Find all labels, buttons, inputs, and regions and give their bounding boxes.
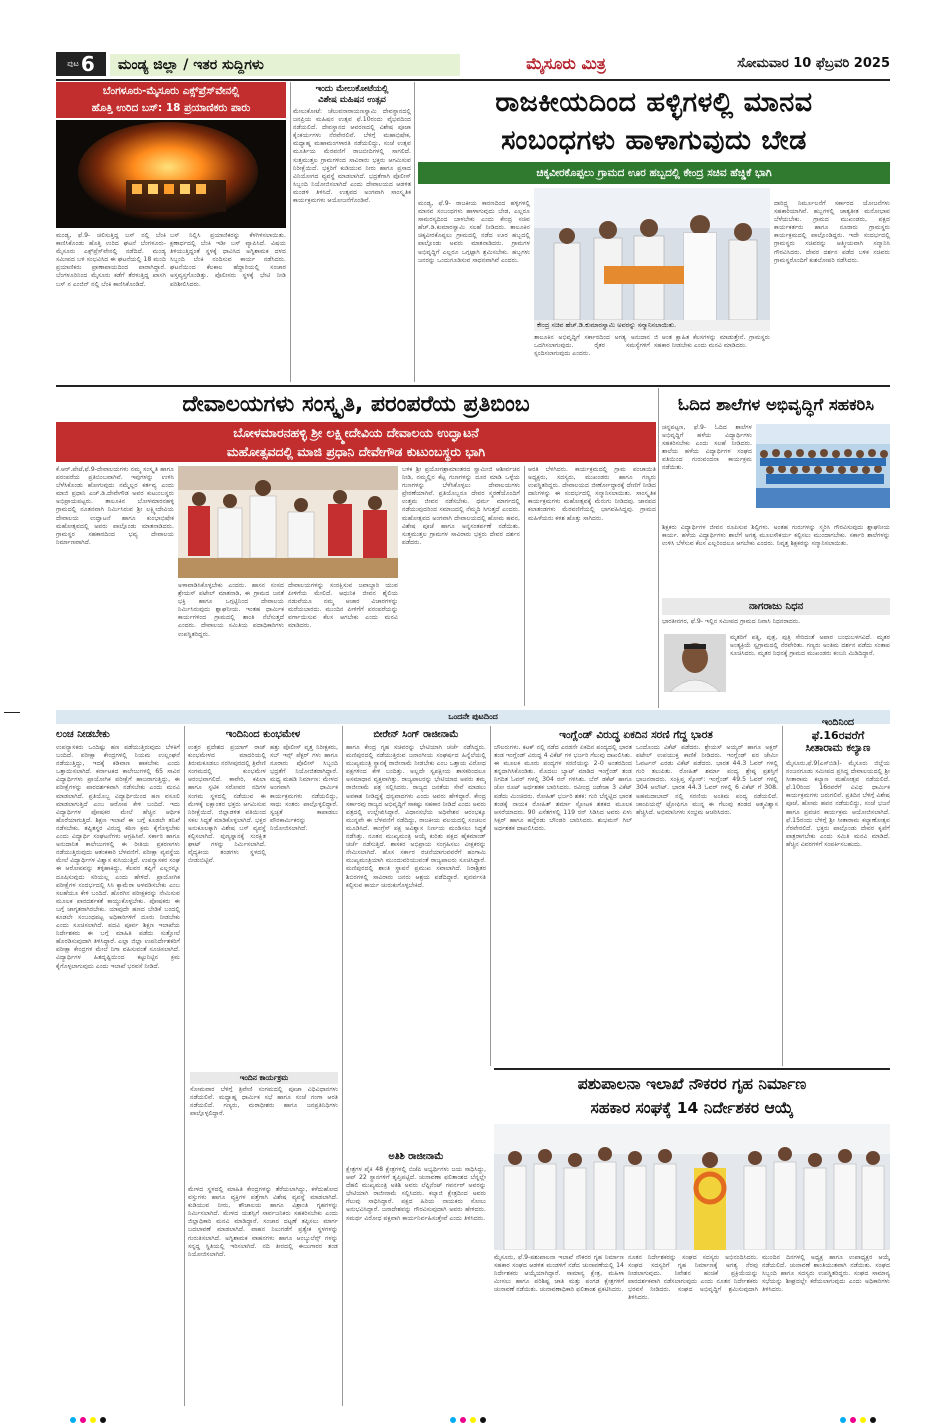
row-rule-1 — [56, 385, 890, 387]
sitarama-headline — [786, 716, 890, 755]
temple-body-col5: ಆರತಿ ಬೆಳಗಿದರು. ಕಾರ್ಯಕ್ರಮದಲ್ಲಿ ಗ್ರಾಮ ಪಂಚಾಯಿತಿ ಅಧ್ಯಕ್ಷರು, ಸದಸ್ಯರು, ಮುಖಂಡರು ಹಾಗೂ ಗಣ್ಯರು ಉಪಸ್ಥಿತರಿದ್ದರು. ದೇವಾಲಯದ ಜೀರ್ಣೋದ್ಧಾರಕ್ಕೆ ದೇಣಿಗೆ ನೀಡಿದ ದಾನಿಗಳನ್ನು ಈ ಸಂದರ್ಭದಲ್ಲಿ ಸನ್ಮಾನಿಸಲಾಯಿತು. ಸಾಂಸ್ಕೃತಿಕ ಕಾರ್ಯಕ್ರಮಗಳು ಮಹೋತ್ಸವಕ್ಕೆ ಮೆರುಗು ನೀಡಿದವು. ಜಾನಪದ ಕಲಾತಂಡಗಳು ಮೆರವಣಿಗೆಯಲ್ಲಿ ಭಾಗವಹಿಸಿದ್ದವು. ಗ್ರಾಮದ ಮಹಿಳೆಯರು ಕಳಶ ಹೊತ್ತು ಸಾಗಿದರು. — [528, 466, 656, 522]
crop-mark — [4, 712, 20, 713]
sitarama-line1: ಇಂದಿನಿಂದ — [821, 717, 855, 728]
sitarama-body: ಮೈಸೂರು,ಫೆ.9(ಎಸ್‌ಬಿಡಿ)- ಮೈಸೂರು ಜಿಲ್ಲೆಯ ನಂಜನಗೂಡು ಸಮೀಪದ ಪ್ರಸಿದ್ಧ ದೇವಾಲಯದಲ್ಲಿ ಶ್ರೀ ಸೀತಾರಾಮ ಕಲ್ಯಾಣ ಮಹೋತ್ಸವ ನಡೆಯಲಿದೆ. ಫೆ.10ರಿಂದ 16ರವರೆಗೆ ವಿವಿಧ ಧಾರ್ಮಿಕ ಕಾರ್ಯಕ್ರಮಗಳು ಜರುಗಲಿವೆ. ಪ್ರತಿದಿನ ಬೆಳಿಗ್ಗೆ ವಿಶೇಷ ಪೂಜೆ, ಹೋಮ ಹವನ ನಡೆಯಲಿದ್ದು, ಸಂಜೆ ಭಜನೆ ಹಾಗೂ ಪ್ರವಚನ ಕಾರ್ಯಕ್ರಮ ಆಯೋಜಿಸಲಾಗಿದೆ. ಫೆ.15ರಂದು ಬೆಳಿಗ್ಗೆ ಶ್ರೀ ಸೀತಾರಾಮ ಕಲ್ಯಾಣೋತ್ಸವ ನೆರವೇರಲಿದೆ. ಭಕ್ತರು ಪಾಲ್ಗೊಂಡು ದೇವರ ಕೃಪೆಗೆ ಪಾತ್ರರಾಗಬೇಕು ಎಂದು ಸಮಿತಿ ಮನವಿ ಮಾಡಿದೆ. ಹೆಚ್ಚಿನ ವಿವರಗಳಿಗೆ ಸಂಪರ್ಕಿಸಬಹುದು. — [786, 760, 890, 848]
england-body-col2: ಒಂದೊಂದು ವಿಕೆಟ್ ಪಡೆದರು. ಶ್ರೇಯಸ್ ಅಯ್ಯರ್ ಹಾಗೂ ಅಕ್ಷರ್ ಪಟೇಲ್ ಉಪಯುಕ್ತ ಕಾಣಿಕೆ ನೀಡಿದರು. ಇಂಗ್ಲೆಂಡ್ ಪರ ಜೇಮೀ ಓವರ್ಟನ್ ಎರಡು ವಿಕೆಟ್ ಪಡೆದರು. ಭಾರತ 44.3 ಓವರ್ ಗಳಲ್ಲಿ ಗುರಿ ತಲುಪಿತು. ರೋಹಿತ್ ಶರ್ಮಾ ಪಂದ್ಯ ಶ್ರೇಷ್ಠ ಪ್ರಶಸ್ತಿಗೆ ಭಾಜನರಾದರು. ಸಂಕ್ಷಿಪ್ತ ಸ್ಕೋರ್: ಇಂಗ್ಲೆಂಡ್ 49.5 ಓವರ್ ಗಳಲ್ಲಿ 304 ಆಲೌಟ್. ಭಾರತ 44.3 ಓವರ್ ಗಳಲ್ಲಿ 6 ವಿಕೆಟ್ ಗೆ 308. ಅಹಮದಾಬಾದ್ ನಲ್ಲಿ ಸರಣಿಯ ಅಂತಿಮ ಪಂದ್ಯ ನಡೆಯಲಿದೆ. ಚಾಂಪಿಯನ್ಸ್ ಟ್ರೋಫಿಗೂ ಮುನ್ನ ಈ ಗೆಲುವು ತಂಡದ ಆತ್ಮವಿಶ್ವಾಸ ಹೆಚ್ಚಿಸಿದೆ. ಅಭಿಮಾನಿಗಳು ಸಂಭ್ರಮ ಆಚರಿಸಿದರು. — [636, 744, 778, 816]
melukote-headline-line2: ವಿಶೇಷ ಮಹಿಷನ ಉತ್ಸವ — [318, 95, 386, 105]
temple-photo — [178, 466, 398, 578]
temple-subhead — [56, 422, 656, 462]
kumbhamela-body-col2: ಹತ್ತು ಪೊಲೀಸ್ ವೃತ್ತ ನಿರೀಕ್ಷಕರು, ಸಬ್ ಇನ್ಸ್ ಪೆಕ್ಟರ್ ಗಳು ಹಾಗೂ ನೂರಾರು ಪೊಲೀಸ್ ಸಿಬ್ಬಂದಿ ಭದ್ರತೆಗೆ ನಿಯೋಜಿತರಾಗಿದ್ದಾರೆ. ಮಧ್ಯ ಮಹಡಿ ನಿರ್ಮಾಣ: ಮೇಳದ ಅಂಗವಾಗಿ ಧಾರ್ಮಿಕ ಕಾರ್ಯಕ್ರಮಗಳು ನಡೆಯಲಿದ್ದು, ಸಾಧು ಸಂತರು ಪಾಲ್ಗೊಳ್ಳಲಿದ್ದಾರೆ. ಸ್ವಚ್ಛತೆ ಕಾಪಾಡಲು ಪೌರಕಾರ್ಮಿಕರನ್ನು ನಿಯೋಜಿಸಲಾಗಿದೆ. — [270, 744, 338, 832]
registration-dots-right — [840, 1408, 880, 1424]
politics-headline — [418, 84, 890, 160]
bus-fire-headline-line2: ಹೊತ್ತಿ ಉರಿದ ಬಸ್: 18 ಪ್ರಯಾಣಿಕರು ಪಾರು — [91, 102, 251, 114]
cooperative-headline — [494, 1072, 890, 1120]
melukote-body: ಮೇಲುಕೋಟೆ: ಚೆಲುವನಾರಾಯಣಸ್ವಾಮಿ ದೇವಸ್ಥಾನದಲ್ಲಿ ಜನಪ್ರಿಯ ಮಹಿಷನ ಉತ್ಸವ ಫೆ.10ರಂದು ವೈಭವದಿಂದ ನಡೆಯಲಿದೆ. ದೇವಸ್ಥಾನದ ಆವರಣದಲ್ಲಿ ವಿಶೇಷ ಪೂಜಾ ಕೈಂಕರ್ಯಗಳು ನೆರವೇರಲಿವೆ. ಬೆಳಿಗ್ಗೆ ಮಹಾಭಿಷೇಕ, ಮಧ್ಯಾಹ್ನ ಮಹಾಮಂಗಳಾರತಿ ನಡೆಯಲಿದ್ದು, ಸಂಜೆ ಉತ್ಸವ ಮೂರ್ತಿಯ ಮೆರವಣಿಗೆ ರಾಜಬೀದಿಗಳಲ್ಲಿ ಸಾಗಲಿದೆ. ಸುತ್ತಮುತ್ತಲ ಗ್ರಾಮಗಳಿಂದ ಸಾವಿರಾರು ಭಕ್ತರು ಆಗಮಿಸುವ ನಿರೀಕ್ಷೆಯಿದೆ. ಭಕ್ತರಿಗೆ ಕುಡಿಯುವ ನೀರು ಹಾಗೂ ಪ್ರಸಾದ ವಿನಿಯೋಗದ ವ್ಯವಸ್ಥೆ ಮಾಡಲಾಗಿದೆ. ಭದ್ರತೆಗಾಗಿ ಪೊಲೀಸ್ ಸಿಬ್ಬಂದಿ ನಿಯೋಜಿಸಲಾಗಿದೆ ಎಂದು ದೇವಾಲಯದ ಆಡಳಿತ ಮಂಡಳಿ ತಿಳಿಸಿದೆ. ಉತ್ಸವದ ಅಂಗವಾಗಿ ಸಾಂಸ್ಕೃತಿಕ ಕಾರ್ಯಕ್ರಮಗಳು ಆಯೋಜನೆಗೊಂಡಿವೆ. — [293, 108, 411, 205]
kumbhamela-body-col3: ಮೇಳದ ಸ್ಥಳದಲ್ಲಿ ಮಾಹಿತಿ ಕೇಂದ್ರಗಳನ್ನು ತೆರೆಯಲಾಗಿದ್ದು, ಕಳೆದುಹೋದ ವಸ್ತುಗಳು ಹಾಗೂ ವ್ಯಕ್ತಿಗಳ ಪತ್ತೆಗಾಗಿ ವಿಶೇಷ ವ್ಯವಸ್ಥೆ ಮಾಡಲಾಗಿದೆ. ಕುಡಿಯುವ ನೀರು, ಶೌಚಾಲಯ ಹಾಗೂ ವಿಶ್ರಾಂತಿ ಗೃಹಗಳನ್ನು ನಿರ್ಮಿಸಲಾಗಿದೆ. ಮೇಳದ ಯಶಸ್ಸಿಗೆ ಸಾರ್ವಜನಿಕರು ಸಹಕರಿಸಬೇಕು ಎಂದು ಜಿಲ್ಲಾಧಿಕಾರಿ ಮನವಿ ಮಾಡಿದ್ದಾರೆ. ಸಂಚಾರ ದಟ್ಟಣೆ ತಪ್ಪಿಸಲು ಮಾರ್ಗ ಬದಲಾವಣೆ ಮಾಡಲಾಗಿದೆ. ವಾಹನ ನಿಲುಗಡೆಗೆ ಪ್ರತ್ಯೇಕ ಸ್ಥಳಗಳನ್ನು ಗುರುತಿಸಲಾಗಿದೆ. ಅಗ್ನಿಶಾಮಕ ವಾಹನಗಳು ಹಾಗೂ ಆಂಬ್ಯುಲೆನ್ಸ್ ಗಳನ್ನು ಸನ್ನದ್ಧ ಸ್ಥಿತಿಯಲ್ಲಿ ಇರಿಸಲಾಗಿದೆ. ನದಿ ತೀರದಲ್ಲಿ ಈಜುಗಾರರ ತಂಡ ನಿಯೋಜಿಸಲಾಗಿದೆ. — [188, 1186, 338, 1258]
politics-headline-line2: ಸಂಬಂಧಗಳು ಹಾಳಾಗುವುದು ಬೇಡ — [501, 125, 807, 156]
temple-subhead-line1: ಬೋಳಮಾರನಹಳ್ಳಿ ಶ್ರೀ ಲಕ್ಷ್ಮೀದೇವಿಯ ದೇವಾಲಯ ಉದ್ಘಾಟನೆ — [233, 425, 479, 440]
obituary-body: ಮೃತರಿಗೆ ಪತ್ನಿ, ಪುತ್ರ, ಪುತ್ರಿ ಸೇರಿದಂತೆ ಅಪಾರ ಬಂಧುಬಳಗವಿದೆ. ಮೃತರ ಅಂತ್ಯಕ್ರಿಯೆ ಸ್ವಗ್ರಾಮದಲ್ಲಿ ನೆರವೇರಿತು. ಗಣ್ಯರು ಅಂತಿಮ ದರ್ಶನ ಪಡೆದು ಸಂತಾಪ ಸೂಚಿಸಿದರು. ಮೃತರ ನಿಧನಕ್ಕೆ ಗ್ರಾಮದ ಮುಖಂಡರು ಕಂಬನಿ ಮಿಡಿದಿದ್ದಾರೆ. — [730, 634, 890, 658]
obituary-headline: ನಾಗರಾಜು ನಿಧನ — [662, 598, 890, 615]
politics-body-col3: ಜಿ ಆಂತ ಕ್ಷಾಹಿತ ಕೆಲಸಗಳನ್ನು ಮಾಡುತ್ತೇನೆ. ಗ್ರಾಮಸ್ಥರು ಸಹಕಾರ ನೀಡಬೇಕು ಎಂದು ಮನವಿ ಮಾಡಿದರು. — [654, 334, 770, 350]
obituary-photo — [664, 634, 726, 692]
politics-body-col1: ಮಂಡ್ಯ, ಫೆ.9- ರಾಜಕೀಯ ಕಾರಣದಿಂದ ಹಳ್ಳಿಗಳಲ್ಲಿ ಮಾನವ ಸಂಬಂಧಗಳು ಹಾಳಾಗುವುದು ಬೇಡ, ಎಲ್ಲರೂ ಸಾಮರಸ್ಯದಿಂದ ಬಾಳಬೇಕು ಎಂದು ಕೇಂದ್ರ ಸಚಿವ ಹೆಚ್.ಡಿ.ಕುಮಾರಸ್ವಾಮಿ ಸಲಹೆ ನೀಡಿದರು. ತಾಲೂಕಿನ ಚಿಕ್ಕವೀರಕೊಪ್ಪಲು ಗ್ರಾಮದಲ್ಲಿ ನಡೆದ ಊರ ಹಬ್ಬದಲ್ಲಿ ಪಾಲ್ಗೊಂಡು ಅವರು ಮಾತನಾಡಿದರು. ಗ್ರಾಮಗಳ ಅಭಿವೃದ್ಧಿಗೆ ಎಲ್ಲರೂ ಒಗ್ಗಟ್ಟಾಗಿ ಶ್ರಮಿಸಬೇಕು. ಹಬ್ಬಗಳು ಜನರನ್ನು ಒಂದುಗೂಡಿಸುವ ಸಾಧನವಾಗಿವೆ ಎಂದರು. — [418, 200, 530, 264]
page-label: ಪುಟ — [67, 59, 79, 68]
cooperative-body-col3: ಮುಂದಿನ ದಿನಗಳಲ್ಲಿ ಅಧ್ಯಕ್ಷ ಹಾಗೂ ಉಪಾಧ್ಯಕ್ಷರ ಆಯ್ಕೆ ನಡೆಯಲಿದೆ. ಚುನಾವಣೆ ಶಾಂತಿಯುತವಾಗಿ ನಡೆಯಿತು. ಸಂಘದ ಸಿಬ್ಬಂದಿ ಹಾಗೂ ಸದಸ್ಯರು ಉಪಸ್ಥಿತರಿದ್ದರು. ಸಂಘದ ಸಾಮಾನ್ಯ ಸಭೆಯನ್ನು ಶೀಘ್ರದಲ್ಲೇ ಕರೆಯಲಾಗುವುದು ಎಂದು ಅಧಿಕಾರಿಗಳು ತಿಳಿಸಿದರು. — [762, 1254, 890, 1294]
kumbhamela-body-col1: ಉತ್ತರ ಪ್ರದೇಶದ ಪ್ರಯಾಗ್ ರಾಜ್ ಕುಂಭಮೇಳದ ಮಾದರಿಯಲ್ಲಿ ತಿರುಮಕೂಡಲು ನರಸೀಪುರದಲ್ಲಿ ತ್ರಿವೇಣಿ ಸಂಗಮದಲ್ಲಿ ಕುಂಭಮೇಳ ಆರಂಭವಾಗಲಿದೆ. ಕಾವೇರಿ, ಕಪಿಲಾ ಹಾಗೂ ಸ್ಪಟಿಕ ಸರೋವರ ನದಿಗಳ ಸಂಗಮ ಸ್ಥಳದಲ್ಲಿ ನಡೆಯುವ ಈ ಮೇಳಕ್ಕೆ ಲಕ್ಷಾಂತರ ಭಕ್ತರು ಆಗಮಿಸುವ ನಿರೀಕ್ಷೆಯಿದೆ. ಜಿಲ್ಲಾಡಳಿತ ವತಿಯಿಂದ ಸಕಲ ಸಿದ್ಧತೆ ಮಾಡಿಕೊಳ್ಳಲಾಗಿದೆ. ಭಕ್ತರ ಅನುಕೂಲಕ್ಕಾಗಿ ವಿಶೇಷ ಬಸ್ ವ್ಯವಸ್ಥೆ ಕಲ್ಪಿಸಲಾಗಿದೆ. ಪುಣ್ಯಸ್ನಾನಕ್ಕೆ ಸುರಕ್ಷಿತ ಘಾಟ್ ಗಳನ್ನು ನಿರ್ಮಿಸಲಾಗಿದೆ. ವೈದ್ಯಕೀಯ ತಂಡಗಳು ಸ್ಥಳದಲ್ಲಿ ಬೀಡುಬಿಟ್ಟಿವೆ. — [188, 744, 266, 865]
cooperative-photo — [494, 1124, 890, 1250]
masthead-rule — [56, 79, 890, 81]
continued-bar: ಒಂದನೇ ಪುಟದಿಂದ — [56, 710, 890, 724]
bus-fire-photo — [56, 120, 286, 228]
melukote-headline — [293, 84, 411, 106]
bribe-body: ಉಪನ್ಯಾಸಕರು ಒಂದಿಷ್ಟು ಹಣ ಪಡೆಯುತ್ತಿರುವುದು ಬೆಳಕಿಗೆ ಬಂದಿದೆ. ಪರೀಕ್ಷಾ ಕೇಂದ್ರಗಳಲ್ಲಿ ನಿಯಮ ಉಲ್ಲಂಘನೆ ನಡೆಯುತ್ತಿದ್ದು, ಇದಕ್ಕೆ ಕಡಿವಾಣ ಹಾಕಬೇಕು ಎಂದು ಒತ್ತಾಯಿಸಲಾಗಿದೆ. ಕರ್ನಾಟಕದ ಕಾಲೇಜುಗಳಲ್ಲಿ 65 ಸಾವಿರ ವಿದ್ಯಾರ್ಥಿಗಳು ಪ್ರಾಯೋಗಿಕ ಪರೀಕ್ಷೆಗೆ ಹಾಜರಾಗುತ್ತಿದ್ದು, ಈ ಪರೀಕ್ಷೆಗಳನ್ನು ಪಾರದರ್ಶಕವಾಗಿ ನಡೆಸಬೇಕು ಎಂದು ಮನವಿ ಮಾಡಲಾಗಿದೆ. ಪ್ರತಿಯೊಬ್ಬ ವಿದ್ಯಾರ್ಥಿಯಿಂದ ಹಣ ವಸೂಲಿ ಮಾಡಲಾಗುತ್ತಿದೆ ಎಂಬ ಆರೋಪ ಕೇಳಿ ಬಂದಿದೆ. ಇದು ವಿದ್ಯಾರ್ಥಿಗಳ ಪೋಷಕರ ಮೇಲೆ ಹೆಚ್ಚಿನ ಆರ್ಥಿಕ ಹೊರೆಯಾಗುತ್ತಿದೆ. ಶಿಕ್ಷಣ ಇಲಾಖೆ ಈ ಬಗ್ಗೆ ಕೂಡಲೇ ತನಿಖೆ ನಡೆಸಬೇಕು. ತಪ್ಪಿತಸ್ಥರ ವಿರುದ್ಧ ಕಠಿಣ ಕ್ರಮ ಕೈಗೊಳ್ಳಬೇಕು ಎಂದು ವಿದ್ಯಾರ್ಥಿ ಸಂಘಟನೆಗಳು ಆಗ್ರಹಿಸಿವೆ. ಸರ್ಕಾರಿ ಹಾಗೂ ಅನುದಾನಿತ ಕಾಲೇಜುಗಳಲ್ಲಿ ಈ ರೀತಿಯ ಪ್ರಕರಣಗಳು ನಡೆಯುತ್ತಿರುವುದು ಆತಂಕಕಾರಿ ಬೆಳವಣಿಗೆ. ಪರೀಕ್ಷಾ ವ್ಯವಸ್ಥೆಯ ಮೇಲೆ ವಿದ್ಯಾರ್ಥಿಗಳ ವಿಶ್ವಾಸ ಕುಸಿಯುತ್ತಿದೆ. ಉಪನ್ಯಾಸಕರ ಸಂಘ ಈ ಆರೋಪವನ್ನು ತಳ್ಳಿಹಾಕಿದ್ದು, ಕೆಲವರ ತಪ್ಪಿಗೆ ಎಲ್ಲರನ್ನೂ ದೂಷಿಸುವುದು ಸರಿಯಲ್ಲ ಎಂದು ಹೇಳಿದೆ. ಪ್ರಾಯೋಗಿಕ ಪರೀಕ್ಷೆಗಳ ಸಂದರ್ಭದಲ್ಲಿ ಸಿಸಿ ಕ್ಯಾಮೆರಾ ಅಳವಡಿಸಬೇಕು ಎಂಬ ಸಲಹೆಯೂ ಕೇಳಿ ಬಂದಿದೆ. ಹೊರಗಿನ ಪರೀಕ್ಷಕರನ್ನು ನೇಮಿಸುವ ಮೂಲಕ ಪಾರದರ್ಶಕತೆ ಕಾಯ್ದುಕೊಳ್ಳಬೇಕು. ಪೋಷಕರು ಈ ಬಗ್ಗೆ ಜಾಗೃತರಾಗಿರಬೇಕು. ಯಾವುದೇ ಹಣದ ಬೇಡಿಕೆ ಬಂದಲ್ಲಿ ಕೂಡಲೇ ಸಂಬಂಧಪಟ್ಟ ಅಧಿಕಾರಿಗಳಿಗೆ ದೂರು ನೀಡಬೇಕು ಎಂದು ಸೂಚಿಸಲಾಗಿದೆ. ಪದವಿ ಪೂರ್ವ ಶಿಕ್ಷಣ ಇಲಾಖೆಯ ನಿರ್ದೇಶಕರು ಈ ಬಗ್ಗೆ ಮಾಹಿತಿ ಪಡೆದು ಸುತ್ತೋಲೆ ಹೊರಡಿಸುವುದಾಗಿ ತಿಳಿಸಿದ್ದಾರೆ. ಎಲ್ಲಾ ಜಿಲ್ಲಾ ಉಪನಿರ್ದೇಶಕರಿಗೆ ಪರೀಕ್ಷಾ ಕೇಂದ್ರಗಳ ಮೇಲೆ ನಿಗಾ ವಹಿಸುವಂತೆ ಸೂಚಿಸಲಾಗಿದೆ. ವಿದ್ಯಾರ್ಥಿಗಳ ಹಿತದೃಷ್ಟಿಯಿಂದ ಕಟ್ಟುನಿಟ್ಟಿನ ಕ್ರಮ ಕೈಗೊಳ್ಳಲಾಗುವುದು ಎಂದು ಇಲಾಖೆ ಭರವಸೆ ನೀಡಿದೆ. — [56, 744, 180, 970]
temple-headline: ದೇವಾಲಯಗಳು ಸಂಸ್ಕೃತಿ, ಪರಂಪರೆಯ ಪ್ರತಿಬಿಂಬ — [182, 392, 530, 417]
bribe-headline: ಲಂಚ ನೀಡಬೇಕು — [56, 729, 110, 740]
section-title: ಮಂಡ್ಯ ಜಿಲ್ಲಾ / ಇತರ ಸುದ್ದಿಗಳು — [110, 54, 460, 76]
cooperative-body-col2: ನೂತನ ನಿರ್ದೇಶಕರನ್ನು ಸಂಘದ ಸದಸ್ಯರು ಅಭಿನಂದಿಸಿದರು. ಸಂಘದ ಸದಸ್ಯರಿಗೆ ಗೃಹ ನಿರ್ಮಾಣಕ್ಕೆ ಅಗತ್ಯ ನೆರವು ನೀಡಲಾಗುವುದು. ನಿವೇಶನ ಹಂಚಿಕೆ ಪ್ರಕ್ರಿಯೆಯನ್ನು ಪಾರದರ್ಶಕವಾಗಿ ನಡೆಸಲಾಗುವುದು ಎಂದು ನೂತನ ನಿರ್ದೇಶಕರು ಭರವಸೆ ನೀಡಿದರು. ಸಂಘದ ಅಭಿವೃದ್ಧಿಗೆ ಶ್ರಮಿಸುವುದಾಗಿ ತಿಳಿಸಿದರು. — [628, 1254, 758, 1302]
school-headline: ಓದಿದ ಶಾಲೆಗಳ ಅಭಿವೃದ್ಧಿಗೆ ಸಹಕರಿಸಿ — [678, 395, 874, 414]
cooperative-rule — [494, 1068, 890, 1070]
temple-body-col4: ಬಳಿಕ ಶ್ರೀ ಪ್ರಯೋಗಶ್ರಾಮಾಂತರದ ಸ್ವಾಮೀಜಿ ಆಶೀರ್ವಚನ ನೀಡಿ, ನಮ್ಮಲ್ಲಿನ ಕೆಟ್ಟ ಗುಣಗಳನ್ನು ದೂರ ಮಾಡಿ ಒಳ್ಳೆಯ ಗುಣಗಳನ್ನು ಬೆಳೆಸಿಕೊಳ್ಳಲು ದೇವಾಲಯಗಳು ಪ್ರೇರಣೆಯಾಗಿವೆ. ಪ್ರತಿಯೊಬ್ಬರೂ ದೇವರ ಸ್ಮರಣೆಯೊಂದಿಗೆ ಉತ್ತಮ ಜೀವನ ನಡೆಸಬೇಕು. ಧರ್ಮ ಮಾರ್ಗದಲ್ಲಿ ನಡೆಯುವುದರಿಂದ ಸಮಾಜದಲ್ಲಿ ನೆಮ್ಮದಿ ಸಿಗುತ್ತದೆ ಎಂದರು. ಮಹೋತ್ಸವದ ಅಂಗವಾಗಿ ದೇವಾಲಯದಲ್ಲಿ ಹೋಮ ಹವನ, ವಿಶೇಷ ಪೂಜೆ ಹಾಗೂ ಅನ್ನಸಂತರ್ಪಣೆ ನಡೆಯಿತು. ಸುತ್ತಮುತ್ತಲ ಗ್ರಾಮಗಳ ಸಾವಿರಾರು ಭಕ್ತರು ದೇವರ ದರ್ಶನ ಪಡೆದರು. — [402, 466, 520, 546]
obituary-intro: ಭಾರತೀನಗರ, ಫೆ.9- ಇಲ್ಲಿನ ಸಮೀಪದ ಗ್ರಾಮದ ನಿವಾಸಿ ನಿಧನರಾದರು. — [662, 618, 801, 625]
cooperative-headline-line2: ಸಹಕಾರ ಸಂಘಕ್ಕೆ 14 ನಿರ್ದೇಶಕರ ಆಯ್ಕೆ — [590, 1099, 794, 1117]
kumbhamela-programme-box-title: ಇಂದಿನ ಕಾರ್ಯಕ್ರಮ — [190, 1072, 338, 1084]
temple-body-col3: ದೇವಾಲಯಗಳನ್ನು ಸಂರಕ್ಷಿಸುವ ಜವಾಬ್ದಾರಿ ಯುವ ಪೀಳಿಗೆಯ ಮೇಲಿದೆ. ಆಧುನಿಕ ಜೀವನ ಶೈಲಿಯ ನಡುವೆಯೂ ನಮ್ಮ ಆಚಾರ ವಿಚಾರಗಳನ್ನು ಮರೆಯಬಾರದು. ಮುಂದಿನ ಪೀಳಿಗೆಗೆ ಪರಂಪರೆಯನ್ನು ವರ್ಗಾಯಿಸುವ ಕೆಲಸ ಆಗಬೇಕು ಎಂದು ಮನವಿ ಮಾಡಿದರು. — [288, 582, 398, 630]
politics-headline-line1: ರಾಜಕೀಯದಿಂದ ಹಳ್ಳಿಗಳಲ್ಲಿ ಮಾನವ — [495, 87, 813, 118]
bus-fire-body-col2: ಬಸ್ ನಿಲ್ಲಿಸಿ ಪ್ರಯಾಣಿಕರನ್ನು ಕೆಳಗಿಳಿಸಲಾಯಿತು. ಕ್ಷಣಾರ್ಧದಲ್ಲಿ ಬೆಂಕಿ ಇಡೀ ಬಸ್ ವ್ಯಾಪಿಸಿದೆ. ವಿಷಯ ತಿಳಿಯುತ್ತಿದ್ದಂತೆ ಸ್ಥಳಕ್ಕೆ ಧಾವಿಸಿದ ಅಗ್ನಿಶಾಮಕ ದಳದ ಸಿಬ್ಬಂದಿ ಬೆಂಕಿ ನಂದಿಸುವ ಕಾರ್ಯ ನಡೆಸಿದರು. ಘಟನೆಯಿಂದ ಕೆಲಕಾಲ ಹೆದ್ದಾರಿಯಲ್ಲಿ ಸಂಚಾರ ಅಸ್ತವ್ಯಸ್ತಗೊಂಡಿತ್ತು. ಪೊಲೀಸರು ಸ್ಥಳಕ್ಕೆ ಭೇಟಿ ನೀಡಿ ಪರಿಶೀಲಿಸಿದರು. — [170, 232, 286, 288]
kumbhamela-programme-body: ಸೋಮವಾರ ಬೆಳಿಗ್ಗೆ ತ್ರಿವೇಣಿ ಸಂಗಮದಲ್ಲಿ ಪೂಜಾ ವಿಧಿವಿಧಾನಗಳು ನಡೆಯಲಿವೆ. ಮಧ್ಯಾಹ್ನ ಧಾರ್ಮಿಕ ಸಭೆ ಹಾಗೂ ಸಂಜೆ ಗಂಗಾ ಆರತಿ ನಡೆಯಲಿದೆ. ಗಣ್ಯರು, ಮಠಾಧೀಶರು ಹಾಗೂ ಜನಪ್ರತಿನಿಧಿಗಳು ಪಾಲ್ಗೊಳ್ಳಲಿದ್ದಾರೆ. — [190, 1086, 338, 1118]
temple-body-col1: ಕೆ.ಆರ್.ಪೇಟೆ,ಫೆ.9-ದೇವಾಲಯಗಳು ನಮ್ಮ ಸಂಸ್ಕೃತಿ ಹಾಗೂ ಪರಂಪರೆಯ ಪ್ರತಿಬಿಂಬವಾಗಿವೆ. ಇವುಗಳನ್ನು ಉಳಿಸಿ ಬೆಳೆಸಿಕೊಂಡು ಹೋಗುವುದು ನಮ್ಮೆಲ್ಲರ ಕರ್ತವ್ಯ ಎಂದು ಮಾಜಿ ಪ್ರಧಾನಿ ಎಚ್.ಡಿ.ದೇವೇಗೌಡ ಅವರ ಕುಟುಂಬಸ್ಥರು ಅಭಿಪ್ರಾಯಪಟ್ಟರು. ತಾಲೂಕಿನ ಬೋಳಮಾರನಹಳ್ಳಿ ಗ್ರಾಮದಲ್ಲಿ ನೂತನವಾಗಿ ನಿರ್ಮಿಸಿರುವ ಶ್ರೀ ಲಕ್ಷ್ಮೀದೇವಿಯ ದೇವಾಲಯ ಉದ್ಘಾಟನೆ ಹಾಗೂ ಕುಂಭಾಭಿಷೇಕ ಮಹೋತ್ಸವದಲ್ಲಿ ಅವರು ಪಾಲ್ಗೊಂಡು ಮಾತನಾಡಿದರು. ಗ್ರಾಮಸ್ಥರ ಸಹಕಾರದಿಂದ ಭವ್ಯ ದೇವಾಲಯ ನಿರ್ಮಾಣವಾಗಿದೆ. — [56, 466, 174, 546]
biren-body: ಹಾಗೂ ಕೇಂದ್ರ ಗೃಹ ಸಚಿವರನ್ನು ಭೇಟಿಯಾಗಿ ಚರ್ಚೆ ನಡೆಸಿದ್ದರು. ಮಣಿಪುರದಲ್ಲಿ ನಡೆಯುತ್ತಿರುವ ಜನಾಂಗೀಯ ಸಂಘರ್ಷದ ಹಿನ್ನೆಲೆಯಲ್ಲಿ ಮುಖ್ಯಮಂತ್ರಿ ಸ್ಥಾನಕ್ಕೆ ರಾಜೀನಾಮೆ ನೀಡಬೇಕು ಎಂಬ ಒತ್ತಾಯ ವಿರೋಧ ಪಕ್ಷಗಳಿಂದ ಕೇಳಿ ಬಂದಿತ್ತು. ಅಲ್ಲದೇ ಸ್ವಪಕ್ಷೀಯ ಶಾಸಕರಿಂದಲೂ ಅಸಮಾಧಾನ ವ್ಯಕ್ತವಾಗಿತ್ತು. ರಾಜ್ಯಪಾಲರನ್ನು ಭೇಟಿಯಾದ ಅವರು ತಮ್ಮ ರಾಜೀನಾಮೆ ಪತ್ರ ಸಲ್ಲಿಸಿದರು. ರಾಜ್ಯದ ಜನತೆಯ ಸೇವೆ ಮಾಡಲು ಅವಕಾಶ ನೀಡಿದ್ದಕ್ಕೆ ಧನ್ಯವಾದಗಳು ಎಂದು ಅವರು ಹೇಳಿದ್ದಾರೆ. ಕೇಂದ್ರ ಸರ್ಕಾರವು ರಾಜ್ಯದ ಅಭಿವೃದ್ಧಿಗೆ ಸಾಕಷ್ಟು ಸಹಕಾರ ನೀಡಿದೆ ಎಂದು ಅವರು ಪತ್ರದಲ್ಲಿ ಉಲ್ಲೇಖಿಸಿದ್ದಾರೆ. ವಿಧಾನಸಭೆಯ ಅಧಿವೇಶನ ಆರಂಭಕ್ಕೂ ಮುನ್ನವೇ ಈ ಬೆಳವಣಿಗೆ ನಡೆದಿದ್ದು, ರಾಜಕೀಯ ವಲಯದಲ್ಲಿ ಸಂಚಲನ ಮೂಡಿಸಿದೆ. ಕಾಂಗ್ರೆಸ್ ಪಕ್ಷ ಅವಿಶ್ವಾಸ ನಿರ್ಣಯ ಮಂಡಿಸಲು ಸಿದ್ಧತೆ ನಡೆಸಿತ್ತು. ನೂತನ ಮುಖ್ಯಮಂತ್ರಿ ಆಯ್ಕೆ ಕುರಿತು ಪಕ್ಷದ ಹೈಕಮಾಂಡ್ ಚರ್ಚೆ ನಡೆಸುತ್ತಿದೆ. ಶಾಸಕರ ಅಭಿಪ್ರಾಯ ಸಂಗ್ರಹಿಸಲು ವೀಕ್ಷಕರನ್ನು ನೇಮಿಸಲಾಗಿದೆ. ಹೊಸ ಸರ್ಕಾರ ರಚನೆಯಾಗುವವರೆಗೆ ಹಂಗಾಮಿ ಮುಖ್ಯಮಂತ್ರಿಯಾಗಿ ಮುಂದುವರಿಯುವಂತೆ ರಾಜ್ಯಪಾಲರು ಸೂಚಿಸಿದ್ದಾರೆ. ಮಣಿಪುರದಲ್ಲಿ ಶಾಂತಿ ಸ್ಥಾಪನೆ ಪ್ರಮುಖ ಸವಾಲಾಗಿದೆ. ನಿರಾಶ್ರಿತರ ಶಿಬಿರಗಳಲ್ಲಿ ಸಾವಿರಾರು ಜನರು ಆಶ್ರಯ ಪಡೆದಿದ್ದಾರೆ. ಪುನರ್ವಸತಿ ಕಲ್ಪಿಸುವ ಕಾರ್ಯ ಚುರುಕುಗೊಳ್ಳಬೇಕಿದೆ. — [346, 744, 486, 889]
politics-photo — [534, 188, 770, 320]
school-body-col2: ಶಿಕ್ಷಕರು ವಿದ್ಯಾರ್ಥಿಗಳ ಜೀವನ ರೂಪಿಸುವ ಶಿಲ್ಪಿಗಳು. ಅಂತಹ ಗುರುಗಳನ್ನು ಸ್ಮರಿಸಿ ಗೌರವಿಸುವುದು ಶ್ಲಾಘನೀಯ ಕಾರ್ಯ. ಹಳೆಯ ವಿದ್ಯಾರ್ಥಿಗಳು ಶಾಲೆಗೆ ಅಗತ್ಯ ಮೂಲಸೌಕರ್ಯ ಕಲ್ಪಿಸಲು ಮುಂದಾಗಬೇಕು. ಸರ್ಕಾರಿ ಶಾಲೆಗಳನ್ನು ಉಳಿಸಿ ಬೆಳೆಸುವ ಕೆಲಸ ಎಲ್ಲರಿಂದಲೂ ಆಗಬೇಕು ಎಂದರು. ನಿವೃತ್ತ ಶಿಕ್ಷಕರನ್ನು ಸನ್ಮಾನಿಸಲಾಯಿತು. — [662, 524, 890, 548]
page-number: 6 — [80, 52, 95, 76]
politics-body-col4: ದಾರಿದ್ರ್ಯ ನಿರ್ಮೂಲನೆಗೆ ಸರ್ಕಾರದ ಯೋಜನೆಗಳು ಸಹಕಾರಿಯಾಗಿವೆ. ಹಬ್ಬಗಳಲ್ಲಿ ಜಾತ್ಯತೀತ ಮನೋಭಾವ ಬೆಳೆಯಬೇಕು. ಗ್ರಾಮದ ಮುಖಂಡರು, ಪಕ್ಷದ ಕಾರ್ಯಕರ್ತರು ಹಾಗೂ ನೂರಾರು ಗ್ರಾಮಸ್ಥರು ಕಾರ್ಯಕ್ರಮದಲ್ಲಿ ಪಾಲ್ಗೊಂಡಿದ್ದರು. ಇದೇ ಸಂದರ್ಭದಲ್ಲಿ ಗ್ರಾಮಸ್ಥರು ಸಚಿವರನ್ನು ಆತ್ಮೀಯವಾಗಿ ಸನ್ಮಾನಿಸಿ ಗೌರವಿಸಿದರು. ದೇವರ ದರ್ಶನ ಪಡೆದ ಬಳಿಕ ಸಚಿವರು ಗ್ರಾಮಸ್ಥರೊಂದಿಗೆ ಕುಶಲೋಪರಿ ನಡೆಸಿದರು. — [774, 200, 890, 264]
temple-subhead-line2: ಮಹೋತ್ಸವದಲ್ಲಿ ಮಾಜಿ ಪ್ರಧಾನಿ ದೇವೇಗೌಡ ಕುಟುಂಬಸ್ಥರು ಭಾಗಿ — [226, 444, 486, 459]
issue-date: ಸೋಮವಾರ 10 ಫೆಬ್ರವರಿ 2025 — [737, 56, 890, 71]
england-headline: ಇಂಗ್ಲೆಂಡ್ ವಿರುದ್ಧ ಏಕದಿನ ಸರಣಿ ಗೆದ್ದ ಭಾರತ — [559, 729, 713, 741]
politics-photo-caption: ಕೇಂದ್ರ ಸಚಿವ ಹೆಚ್.ಡಿ.ಕುಮಾರಸ್ವಾಮಿ ಅವರನ್ನು ಸನ್ಮಾನಿಸಲಾಯಿತು. — [534, 320, 770, 331]
masthead — [56, 52, 890, 78]
bus-fire-body-col1: ಮಂಡ್ಯ, ಫೆ.9- ಚಲಿಸುತ್ತಿದ್ದ ಬಸ್ ನಲ್ಲಿ ಬೆಂಕಿ ಕಾಣಿಸಿಕೊಂಡು ಹೊತ್ತಿ ಉರಿದ ಘಟನೆ ಬೆಂಗಳೂರು-ಮೈಸೂರು ಎಕ್ಸ್‌ಪ್ರೆಸ್‌ವೇನಲ್ಲಿ ನಡೆದಿದೆ. ಮಂಡ್ಯ ಸಮೀಪದ ಬಳಿ ಸಂಭವಿಸಿದ ಈ ಘಟನೆಯಲ್ಲಿ 18 ಮಂದಿ ಪ್ರಯಾಣಿಕರು ಪ್ರಾಣಾಪಾಯದಿಂದ ಪಾರಾಗಿದ್ದಾರೆ. ಬೆಂಗಳೂರಿನಿಂದ ಮೈಸೂರು ಕಡೆಗೆ ತೆರಳುತ್ತಿದ್ದ ಖಾಸಗಿ ಬಸ್ ನ ಎಂಜಿನ್ ನಲ್ಲಿ ಬೆಂಕಿ ಕಾಣಿಸಿಕೊಂಡಿದೆ. — [56, 232, 166, 288]
bus-fire-headline-line1: ಬೆಂಗಳೂರು-ಮೈಸೂರು ಎಕ್ಸ್‌ಪ್ರೆಸ್‌ವೇನಲ್ಲಿ — [102, 85, 240, 97]
registration-dots-left — [70, 1408, 110, 1424]
school-photo — [756, 424, 890, 508]
temple-body-col2: ಅಳಾವಾಡಿಸಿಕೊಳ್ಳಬೇಕು ಎಂದರು. ಹಾಸನ ಸಂಸದ ಶ್ರೇಯಸ್ ಪಟೇಲ್ ಮಾತನಾಡಿ, ಈ ಗ್ರಾಮದ ಜನತೆ ಭಕ್ತಿ ಹಾಗೂ ಒಗ್ಗಟ್ಟಿನಿಂದ ದೇವಾಲಯ ನಿರ್ಮಿಸಿರುವುದು ಶ್ಲಾಘನೀಯ. ಇಂತಹ ಧಾರ್ಮಿಕ ಕಾರ್ಯಗಳಿಂದ ಗ್ರಾಮದಲ್ಲಿ ಶಾಂತಿ ನೆಲೆಸುತ್ತದೆ ಎಂದರು. ದೇವಾಲಯ ಸಮಿತಿಯ ಪದಾಧಿಕಾರಿಗಳು ಉಪಸ್ಥಿತರಿದ್ದರು. — [178, 582, 284, 638]
politics-subhead: ಚಿಕ್ಕವೀರಕೊಪ್ಪಲು ಗ್ರಾಮದ ಊರ ಹಬ್ಬದಲ್ಲಿ ಕೇಂದ್ರ ಸಚಿವ ಹೆಚ್ಡಿಕೆ ಭಾಗಿ — [418, 162, 890, 184]
sitarama-line3: ಸೀತಾರಾಮ ಕಲ್ಯಾಣ — [805, 742, 871, 754]
registration-dots-center — [450, 1408, 490, 1424]
politics-body-col2: ತಾಲೂಕಿನ ಅಭಿವೃದ್ಧಿಗೆ ಸರ್ಕಾರದಿಂದ ಅಗತ್ಯ ಅನುದಾನ ಒದಗಿಸಲಾಗುವುದು. ರೈತರ ಸಮಸ್ಯೆಗಳಿಗೆ ಸ್ಪಂದಿಸಲಾಗುವುದು ಎಂದರು. — [534, 334, 650, 358]
biren-headline: ಬೀರೇನ್ ಸಿಂಗ್ ರಾಜೀನಾಮೆ — [373, 729, 459, 740]
melukote-headline-line1: ಇಂದು ಮೇಲುಕೋಟೆಯಲ್ಲಿ — [315, 84, 389, 94]
page-number-box — [56, 52, 106, 76]
cooperative-headline-line1: ಪಶುಪಾಲನಾ ಇಲಾಖೆ ನೌಕರರ ಗೃಹ ನಿರ್ಮಾಣ — [577, 1075, 807, 1093]
bus-fire-headline — [56, 82, 286, 118]
cooperative-body-col1: ಮೈಸೂರು, ಫೆ.9-ಪಶುಪಾಲನಾ ಇಲಾಖೆ ನೌಕರರ ಗೃಹ ನಿರ್ಮಾಣ ಸಹಕಾರ ಸಂಘದ ಆಡಳಿತ ಮಂಡಳಿಗೆ ನಡೆದ ಚುನಾವಣೆಯಲ್ಲಿ 14 ನಿರ್ದೇಶಕರು ಆಯ್ಕೆಯಾಗಿದ್ದಾರೆ. ಸಾಮಾನ್ಯ ಕ್ಷೇತ್ರ, ಮಹಿಳಾ ಮೀಸಲು ಹಾಗೂ ಪರಿಶಿಷ್ಟ ಜಾತಿ ಮತ್ತು ಪಂಗಡ ಕ್ಷೇತ್ರಗಳಿಗೆ ಚುನಾವಣೆ ನಡೆಯಿತು. ಚುನಾವಣಾಧಿಕಾರಿ ಫಲಿತಾಂಶ ಪ್ರಕಟಿಸಿದರು. — [494, 1254, 624, 1294]
paper-name: ಮೈಸೂರು ಮಿತ್ರ — [526, 54, 606, 73]
england-body-col1: ಬೌಲರುಗಳು. ಕಟಕ್ ನಲ್ಲಿ ನಡೆದ ಎರಡನೇ ಏಕದಿನ ಪಂದ್ಯದಲ್ಲಿ ಭಾರತ ತಂಡ ಇಂಗ್ಲೆಂಡ್ ವಿರುದ್ಧ 4 ವಿಕೆಟ್ ಗಳ ಭರ್ಜರಿ ಗೆಲುವು ದಾಖಲಿಸಿತು. ಈ ಮೂಲಕ ಮೂರು ಪಂದ್ಯಗಳ ಸರಣಿಯನ್ನು 2-0 ಅಂತರದಿಂದ ತನ್ನದಾಗಿಸಿಕೊಂಡಿತು. ಮೊದಲು ಬ್ಯಾಟ್ ಮಾಡಿದ ಇಂಗ್ಲೆಂಡ್ ತಂಡ ನಿಗದಿತ ಓವರ್ ಗಳಲ್ಲಿ 304 ರನ್ ಗಳಿಸಿತು. ಬೆನ್ ಡಕೆಟ್ ಹಾಗೂ ಜೋ ರೂಟ್ ಅರ್ಧಶತಕ ಬಾರಿಸಿದರು. ರವೀಂದ್ರ ಜಡೇಜಾ 3 ವಿಕೆಟ್ ಪಡೆದು ಮಿಂಚಿದರು. ರೋಹಿತ್ ಭರ್ಜರಿ ಶತಕ: ಗುರಿ ಬೆನ್ನಟ್ಟಿದ ಭಾರತ ತಂಡಕ್ಕೆ ನಾಯಕ ರೋಹಿತ್ ಶರ್ಮಾ ಸ್ಫೋಟಕ ಶತಕದ ಮೂಲಕ ಆಸರೆಯಾದರು. 90 ಎಸೆತಗಳಲ್ಲಿ 119 ರನ್ ಸಿಡಿಸಿದ ಅವರು ಏಳು ಸಿಕ್ಸರ್ ಹಾಗೂ ಹನ್ನೆರಡು ಬೌಂಡರಿ ಬಾರಿಸಿದರು. ಶುಭಮನ್ ಗಿಲ್ ಅರ್ಧಶತಕ ದಾಖಲಿಸಿದರು. — [494, 744, 632, 832]
sitarama-line2: ಫೆ.16ರವರೆಗೆ — [811, 729, 865, 742]
kumbhamela-headline: ಇಂದಿನಿಂದ ಕುಂಭಮೇಳ — [225, 729, 301, 740]
atishi-headline: ಅತಿಶಿ ರಾಜೀನಾಮೆ — [388, 1151, 444, 1162]
school-body-col1: ಚನ್ನಪಟ್ಟಣ, ಫೆ.9- ಓದಿದ ಶಾಲೆಗಳ ಅಭಿವೃದ್ಧಿಗೆ ಹಳೆಯ ವಿದ್ಯಾರ್ಥಿಗಳು ಸಹಕರಿಸಬೇಕು ಎಂದು ಸಲಹೆ ನೀಡಿದರು. ಶಾಲೆಯ ಹಳೆಯ ವಿದ್ಯಾರ್ಥಿಗಳ ಸಂಘದ ವತಿಯಿಂದ ಗುರುವಂದನಾ ಕಾರ್ಯಕ್ರಮ ನಡೆಯಿತು. — [662, 424, 752, 472]
atishi-body: ಕ್ಷೇತ್ರಗಳ ಪೈಕಿ 48 ಕ್ಷೇತ್ರಗಳಲ್ಲಿ ಬಿಜೆಪಿ ಅಭ್ಯರ್ಥಿಗಳು ಜಯ ಸಾಧಿಸಿದ್ದು, ಆಪ್ 22 ಸ್ಥಾನಗಳಿಗೆ ತೃಪ್ತಿಪಟ್ಟಿದೆ. ಚುನಾವಣಾ ಫಲಿತಾಂಶದ ಬೆನ್ನಲ್ಲೇ ದೆಹಲಿ ಮುಖ್ಯಮಂತ್ರಿ ಅತಿಶಿ ಅವರು ಲೆಫ್ಟಿನೆಂಟ್ ಗವರ್ನರ್ ಅವರನ್ನು ಭೇಟಿಯಾಗಿ ರಾಜೀನಾಮೆ ಸಲ್ಲಿಸಿದರು. ಕಲ್ಕಾಜಿ ಕ್ಷೇತ್ರದಿಂದ ಅವರು ಗೆಲುವು ಸಾಧಿಸಿದ್ದಾರೆ. ಪಕ್ಷದ ಹಿರಿಯ ನಾಯಕರು ಸೋಲು ಅನುಭವಿಸಿದ್ದಾರೆ. ಜನಾದೇಶವನ್ನು ಗೌರವಿಸುವುದಾಗಿ ಅವರು ಹೇಳಿದರು. ಸಮರ್ಥ ವಿರೋಧ ಪಕ್ಷವಾಗಿ ಕಾರ್ಯನಿರ್ವಹಿಸುತ್ತೇವೆ ಎಂದು ತಿಳಿಸಿದರು. — [346, 1166, 486, 1222]
